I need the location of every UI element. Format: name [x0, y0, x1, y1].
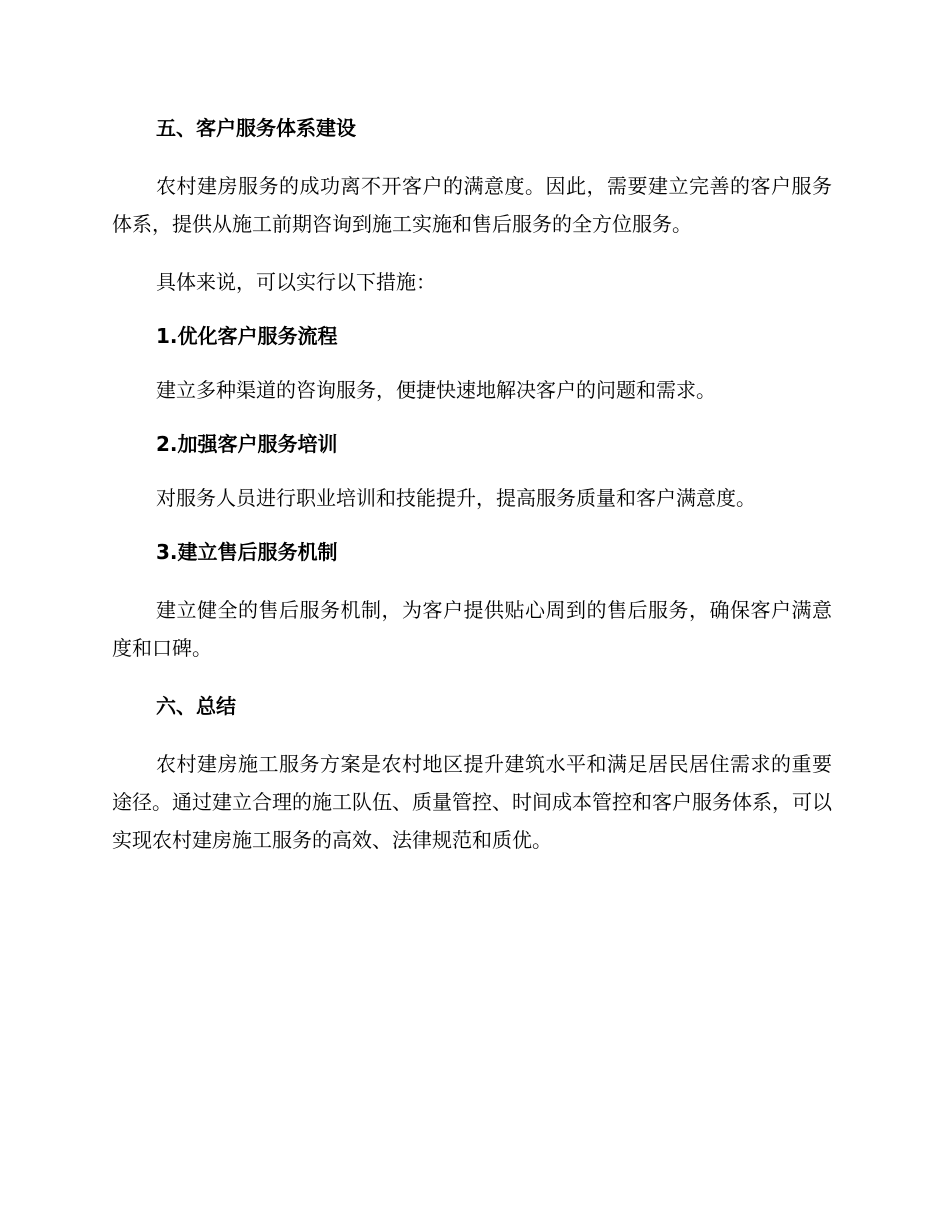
- measure-2-title: 2.加强客户服务培训: [156, 432, 338, 456]
- measure-2-body: 对服务人员进行职业培训和技能提升，提高服务质量和客户满意度。: [156, 486, 756, 510]
- measure-1-body: 建立多种渠道的咨询服务，便捷快速地解决客户的问题和需求。: [156, 378, 716, 402]
- section-intro-paragraph: 农村建房服务的成功离不开客户的满意度。因此，需要建立完善的客户服务体系，提供从施工前期咨询到施工实施和售后服务的全方位服务。: [112, 174, 832, 236]
- section-heading-summary: 六、总结: [156, 694, 236, 718]
- measure-1-title: 1.优化客户服务流程: [156, 324, 338, 348]
- measure-3-title: 3.建立售后服务机制: [156, 540, 338, 564]
- section-heading-customer-service: 五、客户服务体系建设: [156, 116, 356, 140]
- document-body: [112, 113, 832, 883]
- measure-3-body: 建立健全的售后服务机制，为客户提供贴心周到的售后服务，确保客户满意度和口碑。: [112, 598, 832, 660]
- measures-lead-paragraph: 具体来说，可以实行以下措施：: [156, 270, 436, 294]
- summary-paragraph: 农村建房施工服务方案是农村地区提升建筑水平和满足居民居住需求的重要途径。通过建立合理的施工队伍、质量管控、时间成本管控和客户服务体系，可以实现农村建房施工服务的高效、法律规范和质优。: [112, 752, 832, 852]
